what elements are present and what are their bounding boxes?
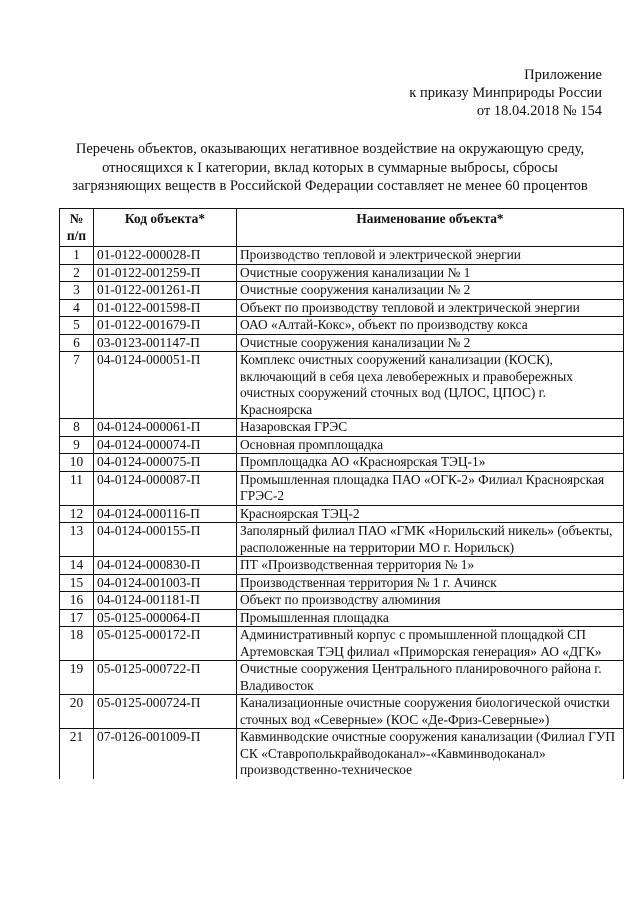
table-row xyxy=(60,247,624,265)
appendix-line: к приказу Минприроды России xyxy=(409,85,602,101)
object-name-cell: Административный корпус с промышленной площадкой СП Артемовская ТЭЦ филиал «Приморская генерация» АО «ДГК» xyxy=(237,627,624,661)
column-header-code: Код объекта* xyxy=(94,209,237,247)
object-code-cell: 07-0126-001009-П xyxy=(94,729,237,779)
object-name-cell: Назаровская ГРЭС xyxy=(237,419,624,437)
object-code-cell: 05-0125-000722-П xyxy=(94,661,237,695)
row-number-cell: 6 xyxy=(60,334,94,352)
object-name-cell: Очистные сооружения канализации № 2 xyxy=(237,334,624,352)
object-code-cell: 01-0122-001598-П xyxy=(94,299,237,317)
row-number-cell: 15 xyxy=(60,574,94,592)
row-number-cell: 12 xyxy=(60,505,94,523)
object-code-cell: 04-0124-000087-П xyxy=(94,471,237,505)
table-row xyxy=(60,695,624,729)
object-code-cell: 01-0122-000028-П xyxy=(94,247,237,265)
row-number-cell: 21 xyxy=(60,729,94,779)
table-row xyxy=(60,661,624,695)
row-number-cell: 20 xyxy=(60,695,94,729)
object-name-cell: Заполярный филиал ПАО «ГМК «Норильский никель» (объекты, расположенные на территории МО г. Норильск) xyxy=(237,523,624,557)
table-row xyxy=(60,264,624,282)
row-number-cell: 9 xyxy=(60,436,94,454)
object-name-cell: Канализационные очистные сооружения биологической очистки сточных вод «Северные» (КОС «Де-Фриз-Северные») xyxy=(237,695,624,729)
row-number-cell: 8 xyxy=(60,419,94,437)
row-number-cell: 2 xyxy=(60,264,94,282)
object-name-cell: Комплекс очистных сооружений канализации (КОСК), включающий в себя цеха левобережных и правобережных очистных сооружений сточных вод (ЦЛОС, ЦПОС) г. Красноярска xyxy=(237,352,624,419)
object-name-cell: Промплощадка АО «Красноярская ТЭЦ-1» xyxy=(237,454,624,472)
table-row xyxy=(60,471,624,505)
object-name-cell: Очистные сооружения канализации № 2 xyxy=(237,282,624,300)
object-code-cell: 04-0124-000116-П xyxy=(94,505,237,523)
table-row xyxy=(60,317,624,335)
table-row xyxy=(60,505,624,523)
row-number-cell: 14 xyxy=(60,557,94,575)
table-row xyxy=(60,729,624,779)
appendix-line: Приложение xyxy=(524,67,602,83)
object-name-cell: Производственная территория № 1 г. Ачинск xyxy=(237,574,624,592)
object-code-cell: 01-0122-001261-П xyxy=(94,282,237,300)
object-name-cell: Очистные сооружения Центрального планировочного района г. Владивосток xyxy=(237,661,624,695)
object-name-cell: Очистные сооружения канализации № 1 xyxy=(237,264,624,282)
column-header-number: № п/п xyxy=(60,209,94,247)
row-number-cell: 16 xyxy=(60,592,94,610)
row-number-cell: 13 xyxy=(60,523,94,557)
object-name-cell: Промышленная площадка xyxy=(237,609,624,627)
table-row xyxy=(60,352,624,419)
table-body xyxy=(60,247,624,779)
object-name-cell: Основная промплощадка xyxy=(237,436,624,454)
row-number-cell: 19 xyxy=(60,661,94,695)
table-row xyxy=(60,574,624,592)
title-line: Перечень объектов, оказывающих негативное воздействие на окружающую среду, xyxy=(75,141,585,157)
object-name-cell: Кавминводские очистные сооружения канализации (Филиал ГУП СК «Ставрополькрайводоканал»-«Кавминводоканал» производственно-техническое xyxy=(237,729,624,779)
table-row xyxy=(60,609,624,627)
object-code-cell: 03-0123-001147-П xyxy=(94,334,237,352)
object-code-cell: 05-0125-000724-П xyxy=(94,695,237,729)
appendix-header xyxy=(409,66,602,120)
document-title xyxy=(40,140,620,196)
row-number-cell: 7 xyxy=(60,352,94,419)
row-number-cell: 3 xyxy=(60,282,94,300)
title-line: относящихся к I категории, вклад которых в суммарные выбросы, сбросы xyxy=(102,159,558,176)
table-row xyxy=(60,557,624,575)
object-code-cell: 04-0124-000051-П xyxy=(94,352,237,419)
table-row xyxy=(60,334,624,352)
object-name-cell: Промышленная площадка ПАО «ОГК-2» Филиал Красноярская ГРЭС-2 xyxy=(237,471,624,505)
table-row xyxy=(60,282,624,300)
row-number-cell: 10 xyxy=(60,454,94,472)
object-name-cell: Производство тепловой и электрической энергии xyxy=(237,247,624,265)
table-row xyxy=(60,592,624,610)
row-number-cell: 1 xyxy=(60,247,94,265)
row-number-cell: 11 xyxy=(60,471,94,505)
object-code-cell: 04-0124-000061-П xyxy=(94,419,237,437)
table-header-row xyxy=(60,209,624,247)
object-name-cell: Красноярская ТЭЦ-2 xyxy=(237,505,624,523)
object-code-cell: 04-0124-000074-П xyxy=(94,436,237,454)
appendix-line: от 18.04.2018 № 154 xyxy=(476,103,602,119)
object-code-cell: 04-0124-000155-П xyxy=(94,523,237,557)
table-row xyxy=(60,419,624,437)
row-number-cell: 4 xyxy=(60,299,94,317)
object-code-cell: 04-0124-001181-П xyxy=(94,592,237,610)
object-code-cell: 05-0125-000172-П xyxy=(94,627,237,661)
object-name-cell: Объект по производству тепловой и электрической энергии xyxy=(237,299,624,317)
object-code-cell: 04-0124-000830-П xyxy=(94,557,237,575)
table-row xyxy=(60,627,624,661)
row-number-cell: 5 xyxy=(60,317,94,335)
table-row xyxy=(60,454,624,472)
table-row xyxy=(60,299,624,317)
title-line: загрязняющих веществ в Российской Федерации составляет не менее 60 процентов xyxy=(72,178,588,194)
row-number-cell: 18 xyxy=(60,627,94,661)
objects-table xyxy=(59,208,624,779)
column-header-name: Наименование объекта* xyxy=(237,209,624,247)
object-code-cell: 04-0124-000075-П xyxy=(94,454,237,472)
object-code-cell: 01-0122-001259-П xyxy=(94,264,237,282)
object-name-cell: ОАО «Алтай-Кокс», объект по производству кокса xyxy=(237,317,624,335)
table-row xyxy=(60,436,624,454)
row-number-cell: 17 xyxy=(60,609,94,627)
object-name-cell: ПТ «Производственная территория № 1» xyxy=(237,557,624,575)
object-code-cell: 01-0122-001679-П xyxy=(94,317,237,335)
object-code-cell: 04-0124-001003-П xyxy=(94,574,237,592)
table-row xyxy=(60,523,624,557)
object-name-cell: Объект по производству алюминия xyxy=(237,592,624,610)
object-code-cell: 05-0125-000064-П xyxy=(94,609,237,627)
